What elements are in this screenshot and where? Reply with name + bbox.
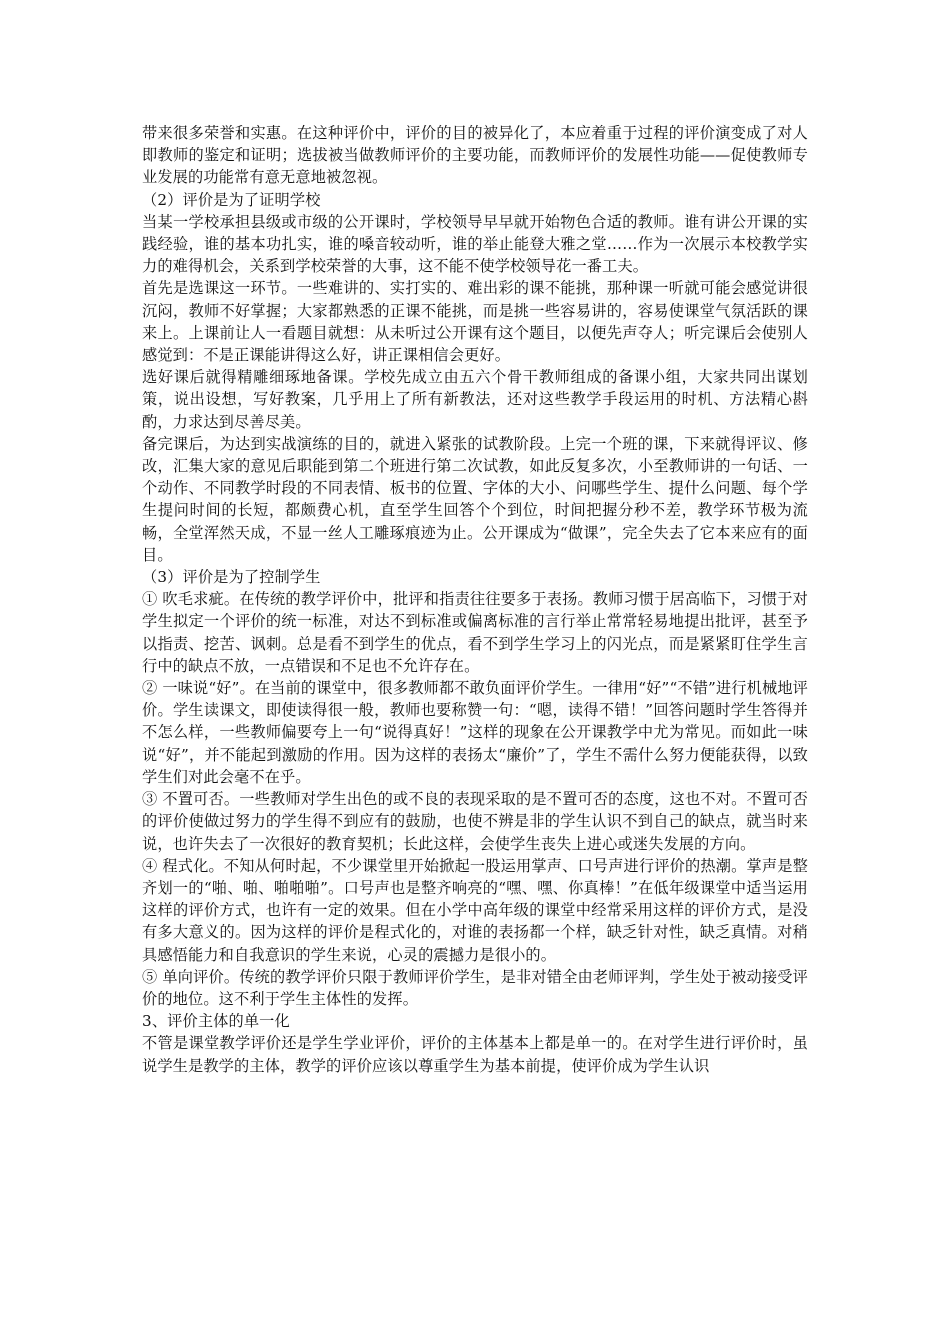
paragraph-prepare-lesson: 选好课后就得精雕细琢地备课。学校先成立由五六个骨干教师组成的备课小组，大家共同出谋划策，说出设想，写好教案，几乎用上了所有新教法，还对这些教学手段运用的时机、方法精心斟酌，力求达到尽善尽美。 <box>142 368 808 431</box>
paragraph-open-class: 当某一学校承担县级或市级的公开课时，学校领导早早就开始物色合适的教师。谁有讲公开课的实践经验，谁的基本功扎实，谁的嗓音较动听，谁的举止能登大雅之堂……作为一次展示本校教学实力的难得机会，关系到学校荣誉的大事，这不能不使学校领导花一番工夫。 <box>142 212 808 276</box>
list-item-noncommittal: ③ 不置可否。一些教师对学生出色的或不良的表现采取的是不置可否的态度，这也不对。不置可否的评价使做过努力的学生得不到应有的鼓励，也使不辨是非的学生认识不到自己的缺点，就当时来说，也许失去了一次很好的教育契机；长此这样，会使学生丧失上进心或迷失发展的方向。 <box>142 790 808 853</box>
list-item-formulaic: ④ 程式化。不知从何时起，不少课堂里开始掀起一股运用掌声、口号声进行评价的热潮。掌声是整齐划一的“啪、啪、啪啪啪”。口号声也是整齐响亮的“嘿、嘿、你真棒！”在低年级课堂中适当运用这样的评价方式，也许有一定的效果。但在小学中高年级的课堂中经常采用这样的评价方式，是没有多大意义的。因为这样的评价是程式化的，对谁的表扬都一个样，缺乏针对性，缺乏真情。对稍具感悟能力和自我意识的学生来说，心灵的震撼力是很小的。 <box>142 856 808 964</box>
paragraph-single-subject: 不管是课堂教学评价还是学生学业评价，评价的主体基本上都是单一的。在对学生进行评价时，虽说学生是教学的主体，教学的评价应该以尊重学生为基本前提，使评价成为学生认识 <box>142 1034 808 1075</box>
section-heading-control-students: （3）评价是为了控制学生 <box>142 568 321 587</box>
document-body <box>142 122 808 1077</box>
list-item-nitpicking: ① 吹毛求疵。在传统的教学评价中，批评和指责往往要多于表扬。教师习惯于居高临下，习惯于对学生拟定一个评价的统一标准，对达不到标准或偏离标准的言行举止常常轻易地提出批评，甚至予以指责、挖苦、讽刺。总是看不到学生的优点，看不到学生学习上的闪光点，而是紧紧盯住学生言行中的缺点不放，一点错误和不足也不允许存在。 <box>142 590 808 675</box>
paragraph-trial-teaching: 备完课后，为达到实战演练的目的，就进入紧张的试教阶段。上完一个班的课，下来就得评议、修改，汇集大家的意见后职能到第二个班进行第二次试教，如此反复多次，小至教师讲的一句话、一个动作、不同教学时段的不同表情、板书的位置、字体的大小、问哪些学生、提什么问题、每个学生提问时间的长短，都颇费心机，直至学生回答个个到位，时间把握分秒不差，教学环节极为流畅，全堂浑然天成，不显一丝人工雕琢痕迹为止。公开课成为“做课”，完全失去了它本来应有的面目。 <box>142 434 808 564</box>
paragraph-select-lesson: 首先是选课这一环节。一些难讲的、实打实的、难出彩的课不能挑，那种课一听就可能会感觉讲很沉闷，教师不好掌握；大家都熟悉的正课不能挑，而是挑一些容易讲的，容易使课堂气氛活跃的课来上。上课前让人一看题目就想：从未听过公开课有这个题目，以便先声夺人；听完课后会使别人感觉到：不是正课能讲得这么好，讲正课相信会更好。 <box>142 279 808 365</box>
section-heading-prove-school: （2）评价是为了证明学校 <box>142 190 321 209</box>
paragraph-intro-continuation: 带来很多荣誉和实惠。在这种评价中，评价的目的被异化了，本应着重于过程的评价演变成了对人即教师的鉴定和证明；选拔被当做教师评价的主要功能，而教师评价的发展性功能——促使教师专业发展的功能常有意无意地被忽视。 <box>142 124 808 187</box>
section-heading-single-subject: 3、评价主体的单一化 <box>142 1012 290 1031</box>
list-item-one-way: ⑤ 单向评价。传统的教学评价只限于教师评价学生，是非对错全由老师评判，学生处于被动接受评价的地位。这不利于学生主体性的发挥。 <box>142 967 808 1008</box>
list-item-always-good: ② 一味说“好”。在当前的课堂中，很多教师都不敢负面评价学生。一律用“好”“不错”进行机械地评价。学生读课文，即使读得很一般，教师也要称赞一句：“嗯，读得不错！”回答问题时学生答得并不怎么样，一些教师偏要夸上一句“说得真好！”这样的现象在公开课教学中尤为常见。而如此一味说“好”，并不能起到激励的作用。因为这样的表扬太“廉价”了，学生不需什么努力便能获得，以致学生们对此会毫不在乎。 <box>142 679 808 786</box>
